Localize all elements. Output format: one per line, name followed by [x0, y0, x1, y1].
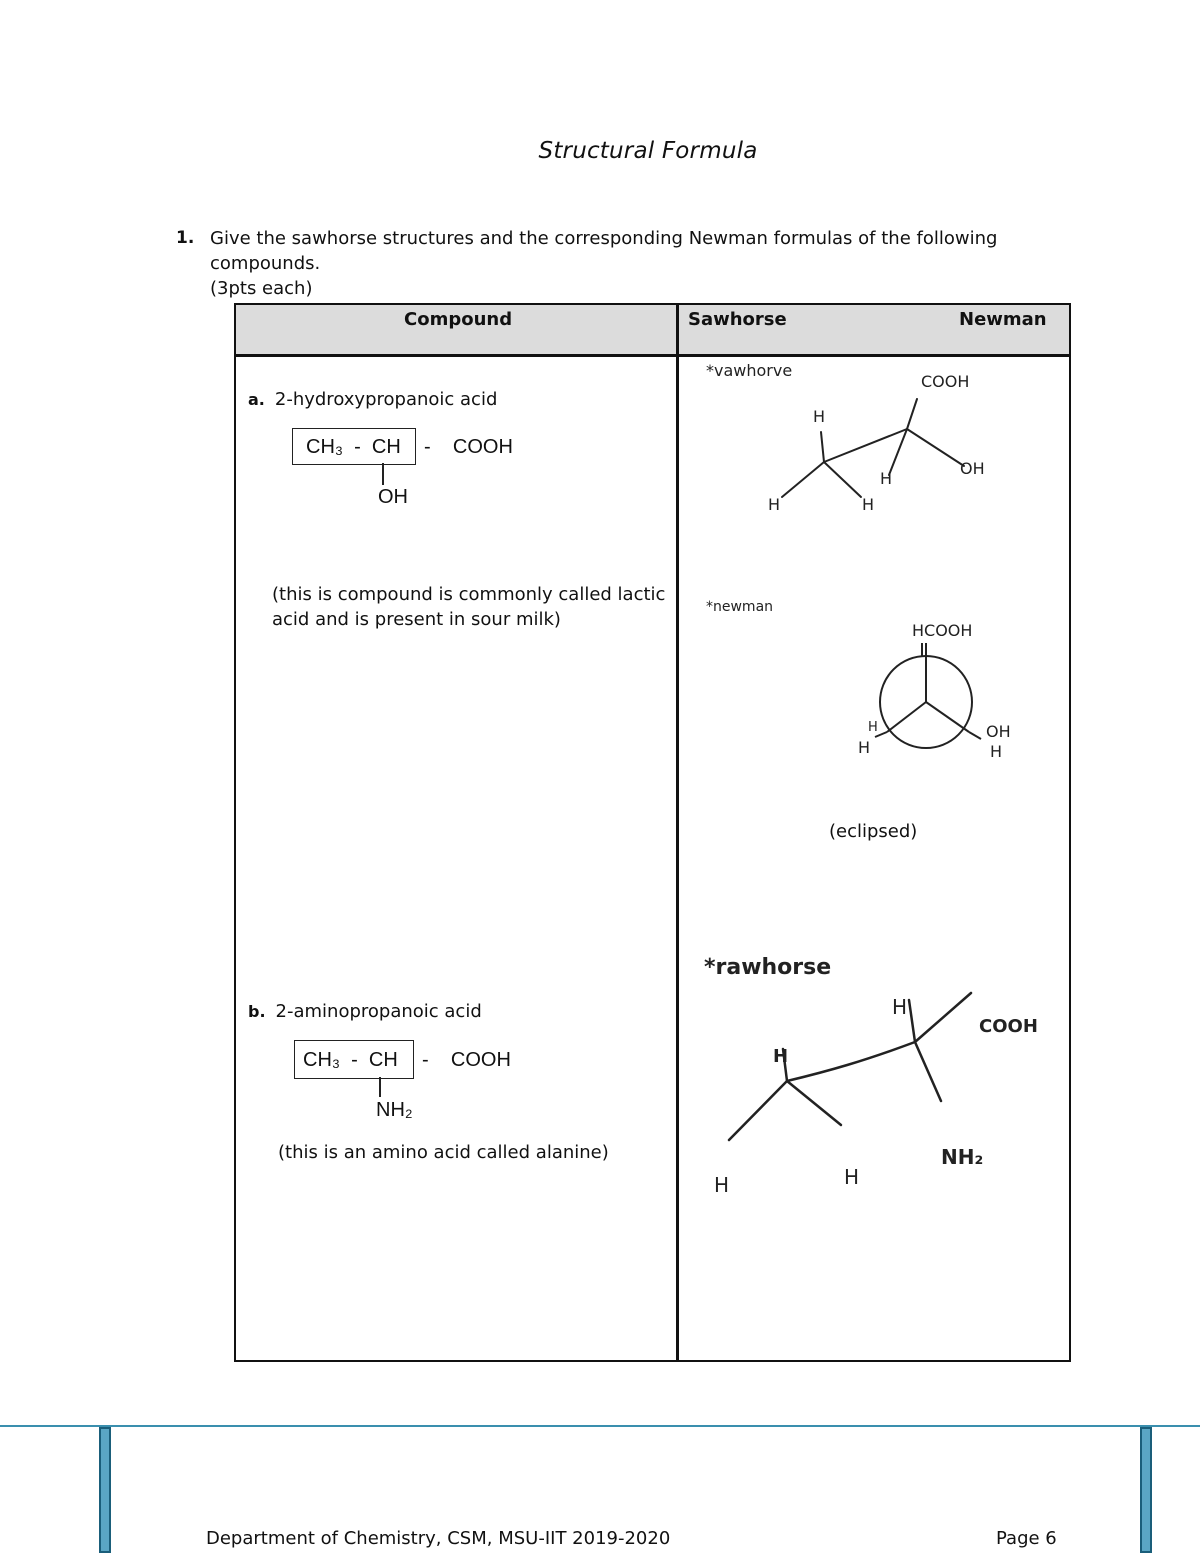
table-header — [236, 305, 1069, 357]
question-prompt: Give the sawhorse structures and the corresponding Newman formulas of the following compounds. — [210, 228, 998, 274]
item-a-sh-top-left-h: H — [813, 407, 826, 426]
footer-bar-left — [99, 1427, 111, 1553]
item-a-sh-top-right: COOH — [921, 372, 970, 391]
item-a-sawhorse-bonds — [782, 399, 964, 497]
footer-bar-right — [1140, 1427, 1152, 1553]
item-b-label — [248, 1001, 482, 1022]
item-b-substituent: NH₂ — [376, 1099, 413, 1121]
header-newman: Newman — [959, 309, 1047, 330]
item-a-formula-rest: - COOH — [424, 436, 513, 458]
item-a-conformation: (eclipsed) — [829, 821, 918, 842]
item-a-sh-right: OH — [960, 459, 985, 478]
item-a-newman-label: *newman — [706, 599, 774, 615]
question-points: (3pts each) — [210, 278, 313, 299]
item-a-sawhorse-label: *vawhorve — [706, 361, 793, 380]
answer-table — [234, 303, 1071, 1362]
item-b-sh-bottom-left: H — [714, 1173, 730, 1197]
item-a-nm-left-upper: H — [868, 720, 878, 735]
item-a-drawings — [679, 357, 1071, 897]
item-a-note-line1: (this is compound is commonly called lactic — [272, 584, 666, 605]
item-a-note-line2: acid and is present in sour milk) — [272, 609, 561, 630]
item-a-nm-left-lower: H — [858, 738, 871, 757]
item-a-newman-projection — [875, 643, 981, 748]
question-text — [210, 226, 1110, 301]
question-number: 1. — [176, 228, 195, 248]
item-a-bond — [382, 463, 384, 485]
page-title: Structural Formula — [538, 138, 758, 164]
header-compound: Compound — [404, 309, 513, 330]
item-a-sh-bottom-left: H — [768, 495, 781, 514]
item-b-sh-top-left-h: H — [773, 1046, 789, 1067]
item-a-nm-right-upper: OH — [986, 722, 1011, 741]
item-a-note — [272, 582, 665, 632]
item-b-letter: b. — [248, 1002, 266, 1021]
footer-page-number: Page 6 — [996, 1528, 1057, 1549]
item-a-name: 2-hydroxypropanoic acid — [274, 389, 498, 410]
item-a-nm-right-lower: H — [990, 742, 1003, 761]
item-b-sawhorse-bonds — [729, 993, 971, 1140]
item-b-formula-main: CH₃ - CH — [303, 1049, 398, 1071]
item-a-substituent: OH — [378, 486, 408, 508]
item-b-sh-right-low: NH₂ — [941, 1145, 984, 1169]
item-a-nm-top: HCOOH — [912, 621, 973, 640]
item-b-sh-bottom-mid: H — [844, 1165, 860, 1189]
item-a-label — [248, 389, 497, 410]
header-sawhorse: Sawhorse — [688, 309, 787, 330]
footer-department: Department of Chemistry, CSM, MSU-IIT 2019-2020 — [206, 1528, 671, 1549]
item-a-letter: a. — [248, 390, 265, 409]
item-b-sh-top-right-h: H — [892, 995, 908, 1019]
item-b-formula-rest: - COOH — [422, 1049, 511, 1071]
item-a-formula-main: CH₃ - CH — [306, 436, 401, 458]
item-b-note: (this is an amino acid called alanine) — [278, 1142, 609, 1163]
item-a-sh-mid-h: H — [880, 469, 893, 488]
item-b-bond — [379, 1077, 381, 1097]
item-b-sawhorse-label: *rawhorse — [704, 955, 832, 980]
item-b-sawhorse-drawing — [679, 945, 1071, 1205]
item-a-sh-bottom-mid: H — [862, 495, 875, 514]
item-b-name: 2-aminopropanoic acid — [275, 1001, 482, 1022]
item-b-sh-top-right: COOH — [979, 1016, 1038, 1037]
footer-rule — [0, 1425, 1200, 1427]
